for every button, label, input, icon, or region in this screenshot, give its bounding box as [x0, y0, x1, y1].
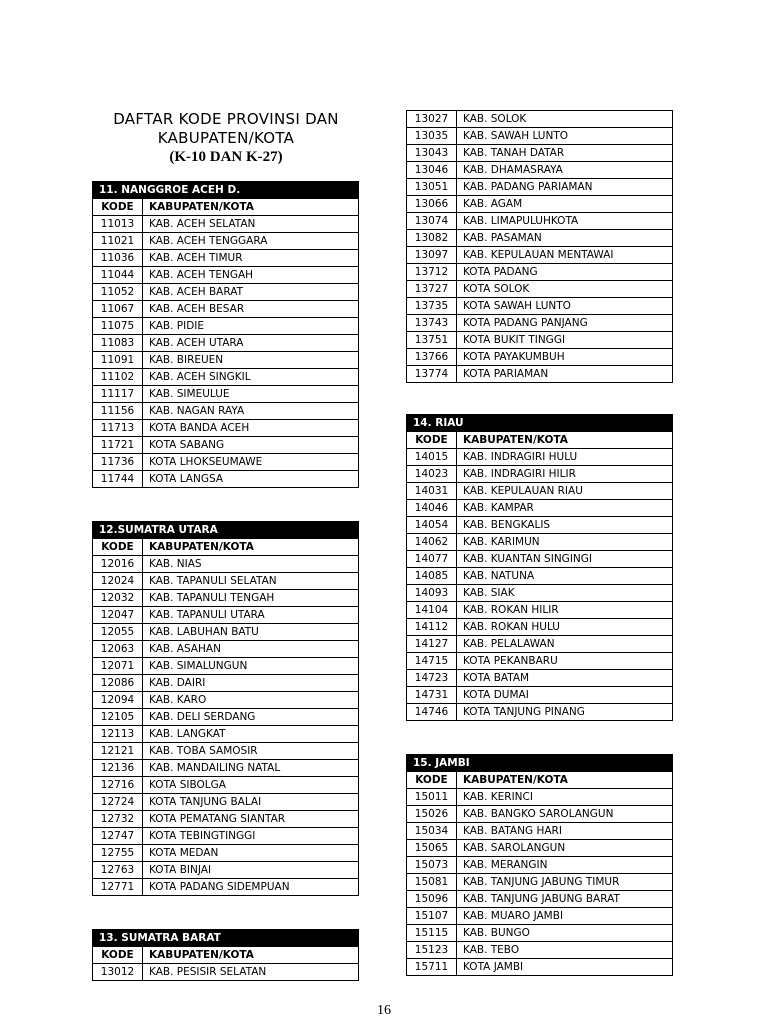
region-code: 15107	[407, 908, 457, 925]
region-code: 11021	[93, 233, 143, 250]
region-code: 14023	[407, 466, 457, 483]
region-name: KOTA PEKANBARU	[457, 653, 673, 670]
table-row	[407, 908, 673, 925]
header-code: KODE	[407, 432, 457, 449]
region-code: 14112	[407, 619, 457, 636]
region-name: KAB. BATANG HARI	[457, 823, 673, 840]
region-name: KAB. KEPULAUAN MENTAWAI	[457, 247, 673, 264]
table-row	[407, 585, 673, 602]
region-code: 12716	[93, 777, 143, 794]
region-code: 12094	[93, 692, 143, 709]
title-line-2: KABUPATEN/KOTA	[157, 129, 295, 147]
table-row	[407, 483, 673, 500]
region-code: 13051	[407, 179, 457, 196]
region-name: KAB. TAPANULI SELATAN	[143, 573, 359, 590]
table-row	[407, 636, 673, 653]
region-name: KAB. ACEH SINGKIL	[143, 369, 359, 386]
region-name: KAB. DHAMASRAYA	[457, 162, 673, 179]
table-row	[407, 942, 673, 959]
province-title: 13. SUMATRA BARAT	[93, 930, 359, 947]
region-code: 14062	[407, 534, 457, 551]
region-name: KOTA SAWAH LUNTO	[457, 298, 673, 315]
region-name: KOTA DUMAI	[457, 687, 673, 704]
region-code: 13074	[407, 213, 457, 230]
region-name: KAB. LANGKAT	[143, 726, 359, 743]
region-name: KAB. ACEH UTARA	[143, 335, 359, 352]
region-name: KAB. MUARO JAMBI	[457, 908, 673, 925]
region-code: 13751	[407, 332, 457, 349]
region-name: KAB. AGAM	[457, 196, 673, 213]
table-row	[407, 704, 673, 721]
region-name: KOTA BINJAI	[143, 862, 359, 879]
region-name: KAB. MANDAILING NATAL	[143, 760, 359, 777]
table-row	[407, 247, 673, 264]
province-title-row	[407, 755, 673, 772]
header-name: KABUPATEN/KOTA	[143, 539, 359, 556]
region-code: 13766	[407, 349, 457, 366]
region-code: 15123	[407, 942, 457, 959]
region-name: KAB. TOBA SAMOSIR	[143, 743, 359, 760]
region-name: KAB. BUNGO	[457, 925, 673, 942]
table-row	[93, 216, 359, 233]
region-name: KOTA SABANG	[143, 437, 359, 454]
region-code: 14031	[407, 483, 457, 500]
region-code: 12113	[93, 726, 143, 743]
table-row	[93, 437, 359, 454]
region-code: 13727	[407, 281, 457, 298]
region-name: KOTA JAMBI	[457, 959, 673, 976]
region-name: KAB. LIMAPULUHKOTA	[457, 213, 673, 230]
table-row	[93, 658, 359, 675]
table-row	[93, 743, 359, 760]
table-row	[93, 454, 359, 471]
table-row	[407, 213, 673, 230]
region-name: KAB. ACEH TIMUR	[143, 250, 359, 267]
region-name: KAB. ACEH BESAR	[143, 301, 359, 318]
region-code: 11117	[93, 386, 143, 403]
region-name: KOTA SOLOK	[457, 281, 673, 298]
table-row	[93, 726, 359, 743]
region-code: 13046	[407, 162, 457, 179]
region-code: 13774	[407, 366, 457, 383]
table-row	[93, 471, 359, 488]
region-code: 13082	[407, 230, 457, 247]
region-name: KOTA BANDA ACEH	[143, 420, 359, 437]
table-row	[93, 284, 359, 301]
region-name: KOTA TANJUNG PINANG	[457, 704, 673, 721]
region-code: 11091	[93, 352, 143, 369]
province-title-row	[407, 415, 673, 432]
table-row	[93, 573, 359, 590]
table-row	[93, 777, 359, 794]
region-name: KAB. SAROLANGUN	[457, 840, 673, 857]
region-name: KOTA LHOKSEUMAWE	[143, 454, 359, 471]
province-table-sumatra-barat-continued	[406, 110, 673, 383]
table-row	[407, 145, 673, 162]
table-row	[93, 828, 359, 845]
table-row	[93, 624, 359, 641]
table-row	[93, 369, 359, 386]
region-name: KOTA PAYAKUMBUH	[457, 349, 673, 366]
header-name: KABUPATEN/KOTA	[457, 772, 673, 789]
region-code: 12024	[93, 573, 143, 590]
province-title-row	[93, 182, 359, 199]
header-name: KABUPATEN/KOTA	[143, 199, 359, 216]
table-row	[93, 879, 359, 896]
table-row	[407, 332, 673, 349]
region-name: KAB. KARIMUN	[457, 534, 673, 551]
table-row	[407, 517, 673, 534]
province-title: 14. RIAU	[407, 415, 673, 432]
province-title-row	[93, 522, 359, 539]
region-name: KAB. ASAHAN	[143, 641, 359, 658]
table-row	[93, 641, 359, 658]
region-code: 11102	[93, 369, 143, 386]
table-header-row	[407, 772, 673, 789]
table-row	[93, 267, 359, 284]
region-name: KAB. ACEH TENGGARA	[143, 233, 359, 250]
region-name: KAB. ACEH TENGAH	[143, 267, 359, 284]
region-code: 14085	[407, 568, 457, 585]
table-row	[407, 315, 673, 332]
region-name: KAB. PELALAWAN	[457, 636, 673, 653]
table-row	[407, 789, 673, 806]
region-code: 11083	[93, 335, 143, 352]
table-row	[407, 196, 673, 213]
region-code: 12055	[93, 624, 143, 641]
region-code: 11744	[93, 471, 143, 488]
region-code: 14054	[407, 517, 457, 534]
region-name: KAB. KARO	[143, 692, 359, 709]
header-code: KODE	[93, 539, 143, 556]
region-name: KAB. NATUNA	[457, 568, 673, 585]
region-code: 15011	[407, 789, 457, 806]
table-row	[407, 264, 673, 281]
region-name: KAB. KUANTAN SINGINGI	[457, 551, 673, 568]
region-name: KAB. INDRAGIRI HULU	[457, 449, 673, 466]
table-row	[93, 250, 359, 267]
region-name: KAB. NAGAN RAYA	[143, 403, 359, 420]
region-code: 15711	[407, 959, 457, 976]
region-code: 11075	[93, 318, 143, 335]
region-code: 13027	[407, 111, 457, 128]
region-code: 11067	[93, 301, 143, 318]
table-row	[407, 500, 673, 517]
region-code: 12047	[93, 607, 143, 624]
province-table-jambi	[406, 754, 673, 976]
province-title: 15. JAMBI	[407, 755, 673, 772]
region-name: KAB. INDRAGIRI HILIR	[457, 466, 673, 483]
region-code: 12724	[93, 794, 143, 811]
header-code: KODE	[93, 947, 143, 964]
table-row	[407, 891, 673, 908]
title-line-1: DAFTAR KODE PROVINSI DAN	[113, 110, 339, 128]
region-code: 14093	[407, 585, 457, 602]
table-row	[407, 230, 673, 247]
table-row	[407, 857, 673, 874]
table-row	[93, 675, 359, 692]
table-header-row	[93, 947, 359, 964]
region-code: 11052	[93, 284, 143, 301]
region-name: KOTA PARIAMAN	[457, 366, 673, 383]
region-code: 15073	[407, 857, 457, 874]
region-name: KOTA PADANG SIDEMPUAN	[143, 879, 359, 896]
table-row	[93, 386, 359, 403]
region-code: 14723	[407, 670, 457, 687]
region-code: 15096	[407, 891, 457, 908]
table-row	[93, 794, 359, 811]
table-row	[93, 862, 359, 879]
table-row	[93, 556, 359, 573]
region-name: KAB. TEBO	[457, 942, 673, 959]
region-code: 11736	[93, 454, 143, 471]
region-name: KAB. SIMALUNGUN	[143, 658, 359, 675]
table-row	[93, 709, 359, 726]
table-row	[407, 670, 673, 687]
province-title: 11. NANGGROE ACEH D.	[93, 182, 359, 199]
table-row	[407, 840, 673, 857]
table-row	[93, 845, 359, 862]
region-code: 12121	[93, 743, 143, 760]
region-name: KOTA PADANG	[457, 264, 673, 281]
region-name: KAB. NIAS	[143, 556, 359, 573]
region-code: 11044	[93, 267, 143, 284]
table-header-row	[407, 432, 673, 449]
table-header-row	[93, 199, 359, 216]
region-name: KAB. SAWAH LUNTO	[457, 128, 673, 145]
table-row	[407, 619, 673, 636]
region-name: KAB. KAMPAR	[457, 500, 673, 517]
table-row	[407, 687, 673, 704]
region-name: KAB. TAPANULI TENGAH	[143, 590, 359, 607]
region-name: KOTA PADANG PANJANG	[457, 315, 673, 332]
table-header-row	[93, 539, 359, 556]
region-code: 11156	[93, 403, 143, 420]
province-table-sumatra-utara	[92, 521, 359, 896]
region-name: KOTA BATAM	[457, 670, 673, 687]
table-row	[407, 366, 673, 383]
region-code: 11713	[93, 420, 143, 437]
table-row	[407, 162, 673, 179]
region-code: 14127	[407, 636, 457, 653]
table-row	[93, 760, 359, 777]
region-code: 12755	[93, 845, 143, 862]
region-name: KAB. PASAMAN	[457, 230, 673, 247]
region-name: KOTA SIBOLGA	[143, 777, 359, 794]
region-code: 15026	[407, 806, 457, 823]
region-code: 12105	[93, 709, 143, 726]
region-code: 14731	[407, 687, 457, 704]
region-name: KOTA BUKIT TINGGI	[457, 332, 673, 349]
region-name: KAB. ROKAN HILIR	[457, 602, 673, 619]
region-code: 14104	[407, 602, 457, 619]
region-code: 12032	[93, 590, 143, 607]
table-row	[93, 318, 359, 335]
table-row	[407, 874, 673, 891]
region-name: KAB. TANJUNG JABUNG BARAT	[457, 891, 673, 908]
region-name: KAB. KEPULAUAN RIAU	[457, 483, 673, 500]
region-name: KAB. ACEH BARAT	[143, 284, 359, 301]
table-row	[407, 534, 673, 551]
region-name: KAB. MERANGIN	[457, 857, 673, 874]
region-code: 12063	[93, 641, 143, 658]
table-row	[93, 352, 359, 369]
region-name: KAB. DAIRI	[143, 675, 359, 692]
region-name: KOTA TANJUNG BALAI	[143, 794, 359, 811]
region-code: 12086	[93, 675, 143, 692]
region-name: KAB. BIREUEN	[143, 352, 359, 369]
region-code: 15065	[407, 840, 457, 857]
header-code: KODE	[93, 199, 143, 216]
table-row	[407, 449, 673, 466]
region-code: 14046	[407, 500, 457, 517]
region-code: 14015	[407, 449, 457, 466]
region-code: 12732	[93, 811, 143, 828]
table-row	[407, 298, 673, 315]
region-name: KAB. TANAH DATAR	[457, 145, 673, 162]
table-row	[93, 692, 359, 709]
region-code: 12771	[93, 879, 143, 896]
table-row	[93, 233, 359, 250]
table-row	[93, 964, 359, 981]
province-title: 12.SUMATRA UTARA	[93, 522, 359, 539]
province-table-aceh	[92, 181, 359, 488]
region-name: KAB. DELI SERDANG	[143, 709, 359, 726]
region-name: KAB. SOLOK	[457, 111, 673, 128]
region-name: KAB. BENGKALIS	[457, 517, 673, 534]
title-line-3: (K-10 DAN K-27)	[169, 149, 283, 165]
table-row	[407, 128, 673, 145]
region-code: 13735	[407, 298, 457, 315]
table-row	[407, 925, 673, 942]
region-code: 11013	[93, 216, 143, 233]
region-code: 14746	[407, 704, 457, 721]
table-row	[407, 281, 673, 298]
region-name: KAB. PADANG PARIAMAN	[457, 179, 673, 196]
region-name: KAB. ACEH SELATAN	[143, 216, 359, 233]
region-code: 13712	[407, 264, 457, 281]
province-table-riau	[406, 414, 673, 721]
region-code: 12747	[93, 828, 143, 845]
region-name: KAB. SIAK	[457, 585, 673, 602]
region-name: KAB. KERINCI	[457, 789, 673, 806]
region-code: 12763	[93, 862, 143, 879]
table-row	[407, 653, 673, 670]
region-code: 13097	[407, 247, 457, 264]
table-row	[407, 823, 673, 840]
table-row	[407, 602, 673, 619]
region-code: 13066	[407, 196, 457, 213]
header-name: KABUPATEN/KOTA	[143, 947, 359, 964]
region-code: 13012	[93, 964, 143, 981]
header-name: KABUPATEN/KOTA	[457, 432, 673, 449]
region-code: 11721	[93, 437, 143, 454]
region-code: 15034	[407, 823, 457, 840]
region-name: KAB. TANJUNG JABUNG TIMUR	[457, 874, 673, 891]
region-code: 13035	[407, 128, 457, 145]
table-row	[93, 590, 359, 607]
region-name: KOTA MEDAN	[143, 845, 359, 862]
region-code: 15115	[407, 925, 457, 942]
region-name: KOTA LANGSA	[143, 471, 359, 488]
region-name: KOTA PEMATANG SIANTAR	[143, 811, 359, 828]
region-code: 15081	[407, 874, 457, 891]
region-code: 13043	[407, 145, 457, 162]
region-name: KAB. ROKAN HULU	[457, 619, 673, 636]
table-row	[407, 568, 673, 585]
document-title	[92, 110, 360, 167]
region-code: 12136	[93, 760, 143, 777]
region-name: KAB. SIMEULUE	[143, 386, 359, 403]
region-name: KAB. PIDIE	[143, 318, 359, 335]
region-name: KAB. TAPANULI UTARA	[143, 607, 359, 624]
table-row	[407, 806, 673, 823]
table-row	[407, 179, 673, 196]
table-row	[407, 349, 673, 366]
table-row	[93, 335, 359, 352]
province-table-sumatra-barat	[92, 929, 359, 981]
region-code: 14077	[407, 551, 457, 568]
region-name: KAB. BANGKO SAROLANGUN	[457, 806, 673, 823]
header-code: KODE	[407, 772, 457, 789]
table-row	[93, 403, 359, 420]
region-name: KOTA TEBINGTINGGI	[143, 828, 359, 845]
table-row	[407, 111, 673, 128]
province-title-row	[93, 930, 359, 947]
region-code: 12071	[93, 658, 143, 675]
region-code: 14715	[407, 653, 457, 670]
region-code: 11036	[93, 250, 143, 267]
table-row	[93, 607, 359, 624]
table-row	[93, 420, 359, 437]
region-code: 13743	[407, 315, 457, 332]
table-row	[407, 551, 673, 568]
table-row	[93, 811, 359, 828]
region-name: KAB. LABUHAN BATU	[143, 624, 359, 641]
table-row	[407, 959, 673, 976]
region-name: KAB. PESISIR SELATAN	[143, 964, 359, 981]
table-row	[407, 466, 673, 483]
table-row	[93, 301, 359, 318]
region-code: 12016	[93, 556, 143, 573]
page-number: 16	[377, 1003, 391, 1018]
